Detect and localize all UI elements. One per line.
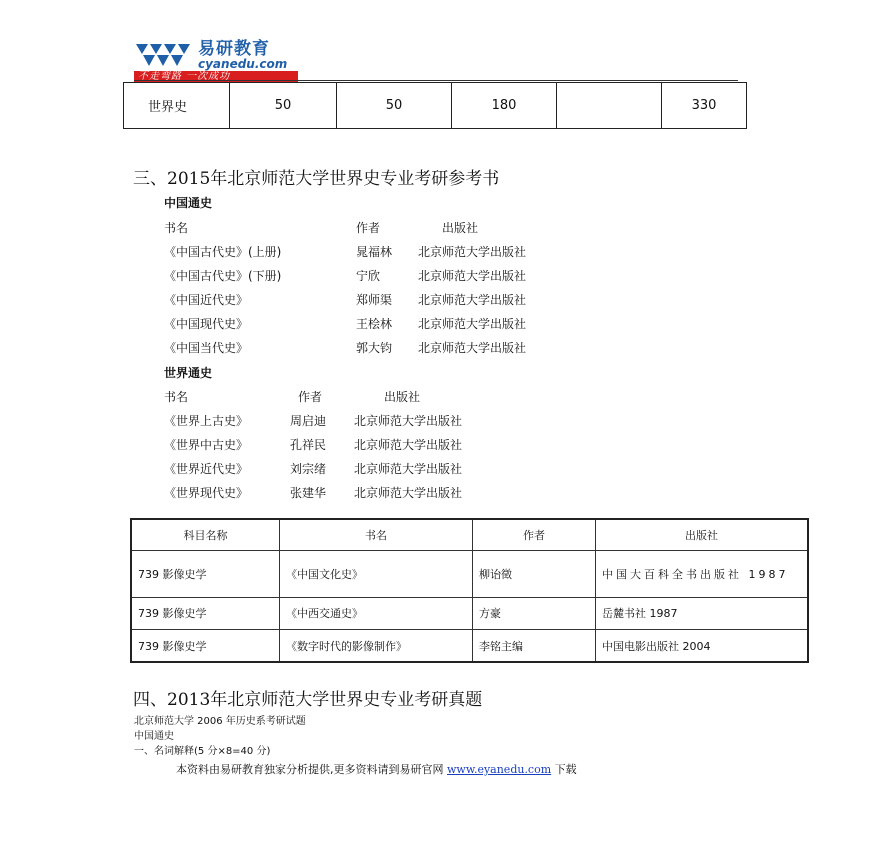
header-rule [134, 80, 738, 81]
exam-question: 一、名词解释(5 分×8=40 分) [134, 746, 271, 757]
footer-text: 本资料由易研教育独家分析提供,更多资料请到易研官网 [176, 763, 444, 776]
book-title: 《中国当代史》 [164, 341, 249, 355]
table-row [131, 551, 808, 597]
cell-subject: 739 影像史学 [131, 597, 280, 629]
book-title: 《世界近代史》 [164, 462, 249, 476]
cell-publisher: 岳麓书社 1987 [596, 597, 809, 629]
book-author: 郭大钧 [356, 341, 393, 355]
score-cell: 180 [452, 83, 557, 129]
cell-publisher: 中国大百科全书出版社 1987 [596, 551, 809, 597]
website-link[interactable]: www.eyanedu.com [447, 763, 552, 776]
exam-subject: 中国通史 [134, 731, 174, 742]
section4-title: 四、2013年北京师范大学世界史专业考研真题 [133, 690, 483, 710]
cell-author: 方豪 [473, 597, 596, 629]
china-history-heading: 中国通史 [164, 196, 213, 210]
score-cell: 50 [230, 83, 337, 129]
cell-author: 李铭主编 [473, 630, 596, 662]
book-publisher: 北京师范大学出版社 [354, 438, 463, 452]
header-book: 书名 [280, 519, 473, 551]
book-publisher: 北京师范大学出版社 [418, 293, 527, 307]
col-publisher: 出版社 [442, 221, 479, 235]
table-row [131, 597, 808, 629]
logo-domain: cyanedu.com [198, 57, 288, 71]
table-header-row [131, 519, 808, 551]
book-author: 宁欣 [356, 269, 381, 283]
book-author: 刘宗绪 [290, 462, 327, 476]
col-publisher: 出版社 [384, 390, 421, 404]
cell-book: 《中国文化史》 [280, 551, 473, 597]
header-publisher: 出版社 [596, 519, 809, 551]
book-publisher: 北京师范大学出版社 [418, 341, 527, 355]
book-title: 《世界中古史》 [164, 438, 249, 452]
score-cell [557, 83, 662, 129]
book-title: 《中国古代史》(上册) [164, 245, 282, 259]
cell-subject: 739 影像史学 [131, 630, 280, 662]
cyanedu-logo-icon [134, 40, 196, 70]
book-publisher: 北京师范大学出版社 [354, 486, 463, 500]
book-author: 孔祥民 [290, 438, 327, 452]
book-publisher: 北京师范大学出版社 [354, 462, 463, 476]
book-title: 《世界现代史》 [164, 486, 249, 500]
book-author: 周启迪 [290, 414, 327, 428]
col-author: 作者 [356, 221, 381, 235]
book-title: 《中国古代史》(下册) [164, 269, 282, 283]
score-table [123, 82, 747, 129]
footer-note [176, 761, 577, 777]
table-row [131, 630, 808, 662]
cell-subject: 739 影像史学 [131, 551, 280, 597]
header-author: 作者 [473, 519, 596, 551]
cell-book: 《中西交通史》 [280, 597, 473, 629]
cell-author: 柳诒徵 [473, 551, 596, 597]
table-row [124, 83, 747, 129]
book-author: 张建华 [290, 486, 327, 500]
col-book: 书名 [164, 390, 189, 404]
book-table [130, 518, 809, 663]
section3-title: 三、2015年北京师范大学世界史专业考研参考书 [133, 169, 500, 189]
book-title: 《中国近代史》 [164, 293, 249, 307]
col-book: 书名 [164, 221, 189, 235]
score-cell-total: 330 [662, 83, 747, 129]
book-publisher: 北京师范大学出版社 [418, 269, 527, 283]
score-cell: 50 [337, 83, 452, 129]
book-title: 《中国现代史》 [164, 317, 249, 331]
header-subject: 科目名称 [131, 519, 280, 551]
book-author: 晁福林 [356, 245, 393, 259]
book-title: 《世界上古史》 [164, 414, 249, 428]
world-history-heading: 世界通史 [164, 366, 213, 380]
cell-publisher: 中国电影出版社 2004 [596, 630, 809, 662]
book-author: 王桧林 [356, 317, 393, 331]
logo [134, 40, 298, 82]
book-publisher: 北京师范大学出版社 [354, 414, 463, 428]
score-cell-subject: 世界史 [124, 83, 230, 129]
logo-slogan: 不走弯路 一次成功 [134, 71, 298, 83]
book-publisher: 北京师范大学出版社 [418, 317, 527, 331]
footer-text-after: 下载 [554, 763, 577, 776]
exam-line: 北京师范大学 2006 年历史系考研试题 [134, 716, 306, 727]
cell-book: 《数字时代的影像制作》 [280, 630, 473, 662]
book-author: 郑师渠 [356, 293, 393, 307]
logo-name: 易研教育 [198, 39, 270, 59]
col-author: 作者 [298, 390, 323, 404]
book-publisher: 北京师范大学出版社 [418, 245, 527, 259]
